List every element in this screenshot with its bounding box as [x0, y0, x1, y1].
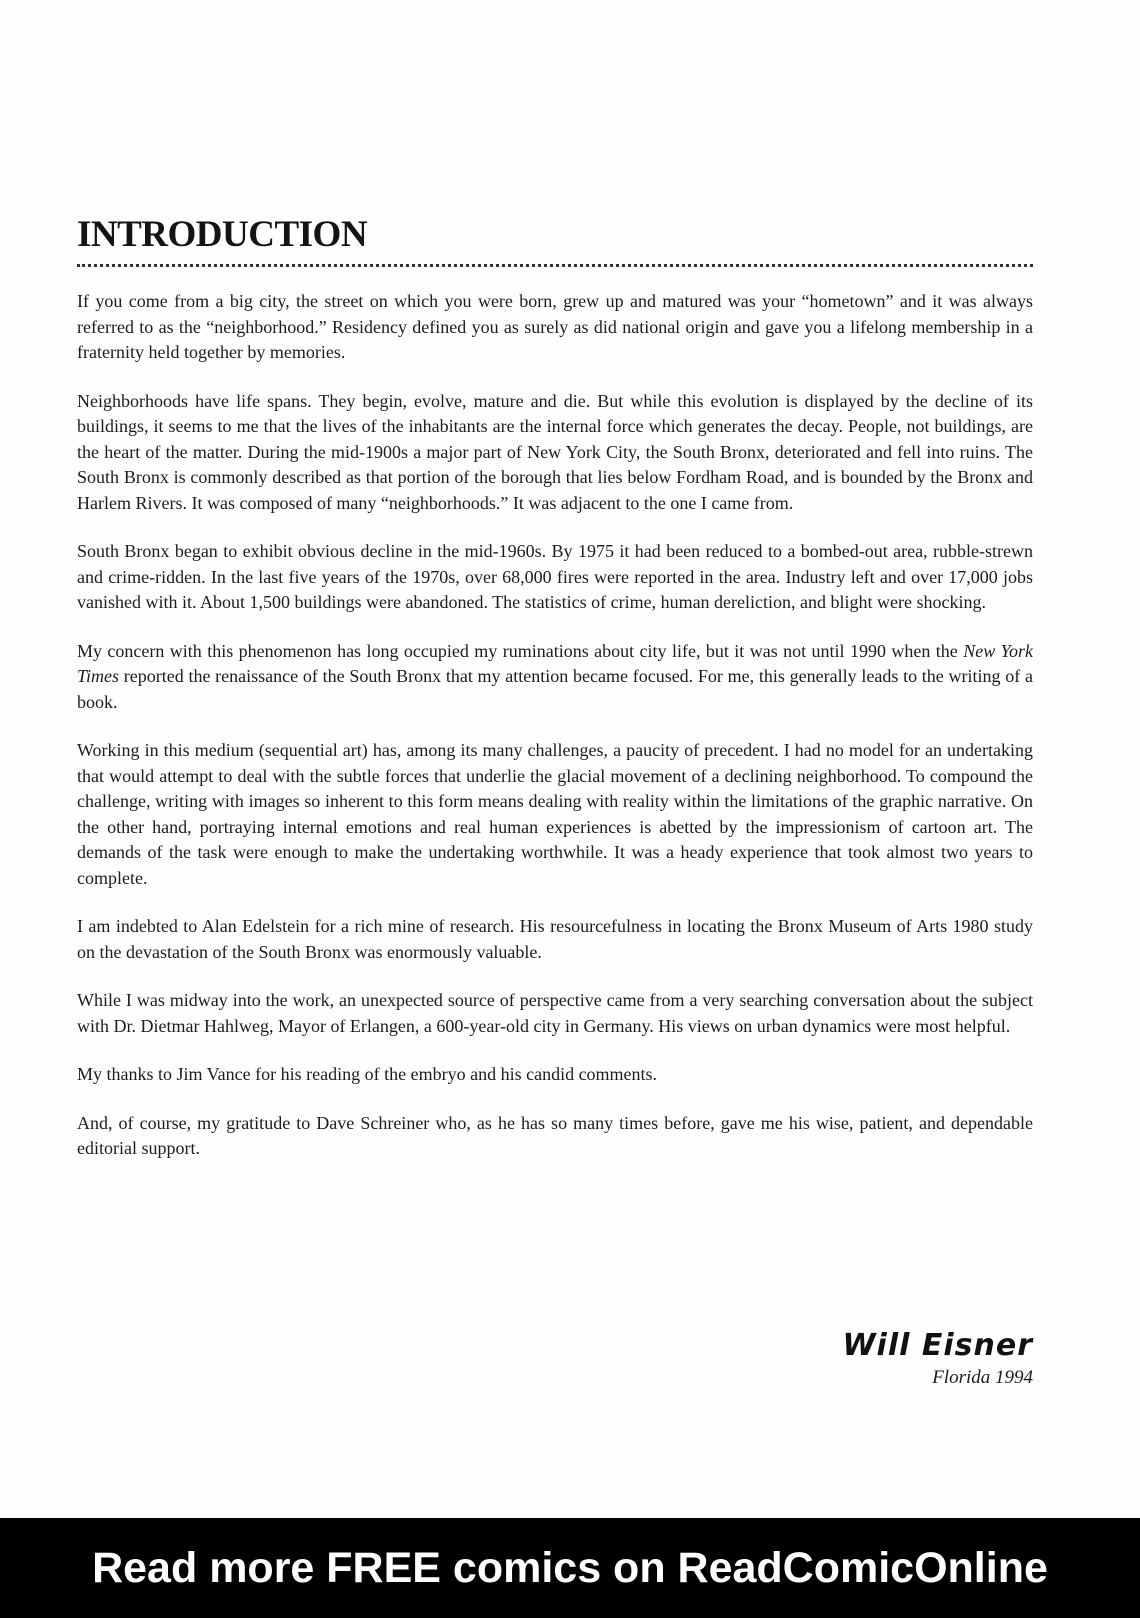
introduction-section	[77, 212, 1033, 1185]
paragraph-hometown: If you come from a big city, the street on which you were born, grew up and matured was your “hometown” and it was always referred to as the “neighborhood.” Residency defined you as surely as did national origin and gave you a lifelong membership in a fraternity held together by memories.	[77, 291, 1033, 362]
paragraph-concern-end: reported the renaissance of the South Bronx that my attention became focused. For me, this generally leads to the writing of a book.	[77, 666, 1033, 712]
paragraph-neighborhoods: Neighborhoods have life spans. They begin, evolve, mature and die. But while this evolution is displayed by the decline of its buildings, it seems to me that the lives of the inhabitants are the internal force which generates the decay. People, not buildings, are the heart of the matter. During the mid-1900s a major part of New York City, the South Bronx, deteriorated and fell into ruins. The South Bronx is commonly described as that portion of the borough that lies below Fordham Road, and is bounded by the Bronx and Harlem Rivers. It was composed of many “neighborhoods.” It was adjacent to the one I came from.	[77, 390, 1033, 513]
paragraph-decline: South Bronx began to exhibit obvious decline in the mid-1960s. By 1975 it had been reduced to a bombed-out area, rubble-strewn and crime-ridden. In the last five years of the 1970s, over 68,000 fires were reported in the area. Industry left and over 17,000 jobs vanished with it. About 1,500 buildings were abandoned. The statistics of crime, human dereliction, and blight were shocking.	[77, 541, 1033, 612]
paragraph-concern	[77, 639, 1033, 716]
paragraph-concern-start: My concern with this phenomenon has long occupied my ruminations about city life, but it was not until 1990 when the	[77, 640, 964, 661]
paragraph-vance: My thanks to Jim Vance for his reading of the embryo and his candid comments.	[77, 1064, 658, 1084]
author-signature: Will Eisner	[842, 1328, 1033, 1363]
paragraph-schreiner: And, of course, my gratitude to Dave Schreiner who, as he has so many times before, gave me his wise, patient, and dependable editorial support.	[77, 1112, 1033, 1158]
dotted-divider	[77, 264, 1033, 267]
signature-place-date: Florida 1994	[932, 1367, 1033, 1388]
page-title: INTRODUCTION	[77, 214, 368, 255]
paragraph-medium: Working in this medium (sequential art) has, among its many challenges, a paucity of precedent. I had no model for an undertaking that would attempt to deal with the subtle forces that underlie the glacial movement of a declining neighborhood. To compound the challenge, writing with images so inherent to this form means dealing with reality within the limitations of the graphic narrative. On the other hand, portraying internal emotions and real human experiences is abetted by the impressionism of cartoon art. The demands of the task were enough to make the undertaking worthwhile. It was a heady experience that took almost two years to complete.	[77, 740, 1033, 888]
signature-block	[733, 1326, 1033, 1390]
paragraph-hahlweg: While I was midway into the work, an unexpected source of perspective came from a very searching conversation about the subject with Dr. Dietmar Hahlweg, Mayor of Erlangen, a 600-year-old city in Germany. His views on urban dynamics were most helpful.	[77, 990, 1033, 1036]
body-text	[77, 289, 1033, 1162]
promo-banner[interactable]	[0, 1518, 1140, 1618]
nyt-title: New York Times	[77, 640, 1033, 686]
paragraph-edelstein: I am indebted to Alan Edelstein for a rich mine of research. His resourcefulness in locating the Bronx Museum of Arts 1980 study on the devastation of the South Bronx was enormously valuable.	[77, 916, 1033, 962]
promo-banner-text[interactable]: Read more FREE comics on ReadComicOnline	[92, 1543, 1048, 1592]
